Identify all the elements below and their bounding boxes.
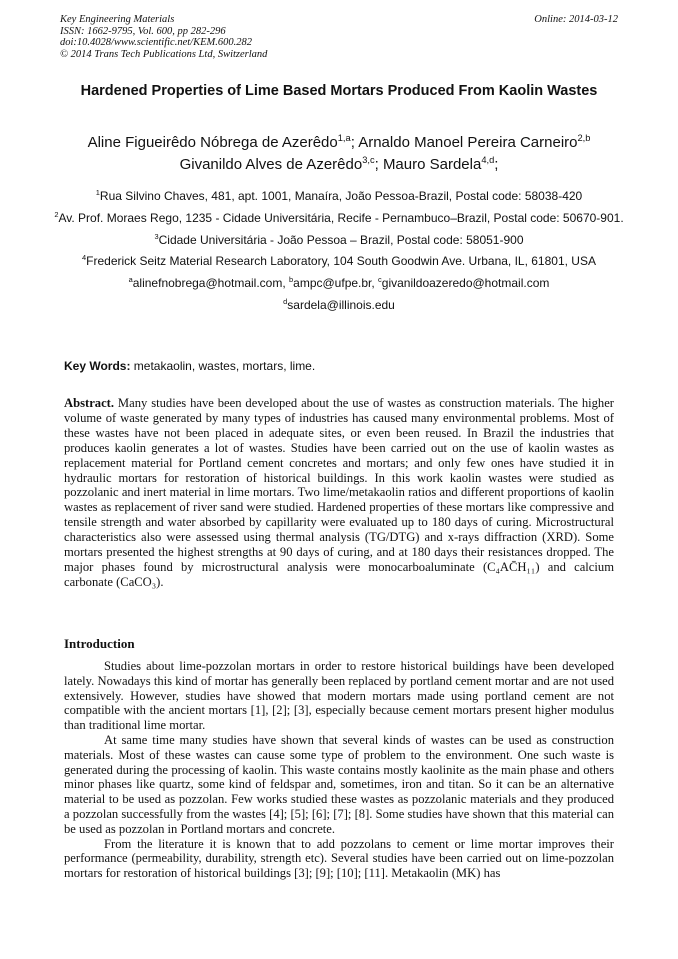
author-name: Aline Figueirêdo Nóbrega de Azerêdo	[87, 134, 338, 151]
paper-title: Hardened Properties of Lime Based Mortars Produced From Kaolin Wastes	[80, 83, 598, 99]
email-address[interactable]: alinefnobrega@hotmail.com,	[132, 276, 290, 291]
author-sup: 3,c	[362, 155, 375, 165]
email-address[interactable]: givanildoazeredo@hotmail.com	[381, 276, 550, 291]
keywords-text: metakaolin, wastes, mortars, lime.	[130, 359, 316, 373]
keywords-label: Key Words:	[64, 359, 131, 373]
author-sup: 4,d	[481, 155, 495, 165]
affiliation-sup: 2	[54, 209, 59, 219]
journal-header	[60, 14, 618, 60]
affiliation-text: Cidade Universitária - João Pessoa – Brazil, Postal code: 58051-900	[158, 232, 524, 247]
keywords	[64, 359, 614, 373]
abstract-text: Many studies have been developed about the use of wastes as construction materials. The higher volume of waste generated by many types of industries has caused many environmental problems. Most of these wastes have not been placed in adequate sites, or even been reused. In Brazil the industries that produces kaolin generates a lot of wastes. Studies have been carried out on the use of kaolin wastes as replacement material for Portland cement concretes and mortars; and only few ones have studied it in hydraulic mortars for restoration of historical buildings. In this work kaolin wastes were studied as pozzolanic and inert material in lime mortars. Two lime/metakaolin ratios and different proportions of kaolin wastes as replacement of river sand were studied. Hardened properties of these mortars like compressive and tensile strength and water absorbed by capillarity were evaluated up to 180 days of curing. Microstructural characteristics also were assessed using thermal analysis (TG/DTG) and x-rays diffraction (XRD). Some mortars presented the highest strengths at 90 days of curing, and at 180 days their resistances dropped. The major phases found by microstructural analysis were monocarboaluminate (	[64, 396, 614, 574]
author-line-1	[50, 132, 628, 154]
email-address[interactable]: sardela@illinois.edu	[287, 297, 395, 312]
paragraph: At same time many studies have shown that several kinds of wastes can be used as construction materials. Most of these wastes can cause some type of problem to the environment. One such waste is generated during the processing of kaolin. This waste contains mostly kaolinite as the main phase and others minor phases like quartz, some kind of feldspar and, sometimes, iron and titan. So it can be an alternative material to be used as pozzolan. Few works studied these wastes as pozzolanic materials and they produced a pozzolan successfully from the wastes [4]; [5]; [6]; [7]; [8]. Some studies have shown that this material can be used as pozzolan in Portland mortars and concrete.	[64, 732, 614, 836]
email-sup: b	[289, 275, 294, 285]
author-sep: ;	[350, 134, 359, 151]
journal-name: Key Engineering Materials	[60, 14, 175, 25]
abstract-text-mid: ) and calcium carbonate (	[64, 559, 614, 589]
formula-calcium-carbonate: CaCO₃	[120, 574, 157, 589]
affiliation	[50, 186, 628, 208]
email-line	[50, 273, 628, 295]
issn-line: ISSN: 1662-9795, Vol. 600, pp 282-296	[60, 25, 226, 37]
section-heading-introduction: Introduction	[64, 636, 135, 651]
affiliation-text: Rua Silvino Chaves, 481, apt. 1001, Manaíra, João Pessoa-Brazil, Postal code: 58038-420	[99, 189, 583, 203]
author-line-2	[50, 154, 628, 176]
email-address[interactable]: ampc@ufpe.br,	[293, 276, 379, 291]
author-name: Givanildo Alves de Azerêdo	[179, 156, 363, 173]
abstract-text-end: ).	[156, 574, 164, 589]
copyright-line: © 2014 Trans Tech Publications Ltd, Switzerland	[60, 48, 268, 60]
email-sup: a	[128, 275, 133, 285]
email-line	[50, 295, 628, 317]
author-name: Arnaldo Manoel Pereira Carneiro	[358, 134, 578, 151]
author-sep: ;	[374, 156, 383, 173]
affiliation-list	[50, 186, 628, 317]
affiliation	[50, 230, 628, 252]
affiliation-sup: 1	[95, 188, 100, 197]
abstract-label: Abstract.	[64, 396, 115, 410]
email-sup: d	[283, 296, 288, 306]
affiliation	[50, 208, 628, 230]
formula-monocarboaluminate: C₄AC̄H₁₁	[487, 559, 536, 574]
author-sep: ;	[494, 156, 499, 173]
affiliation-sup: 4	[82, 253, 87, 263]
affiliation-sup: 3	[154, 231, 159, 241]
email-sup: c	[378, 275, 382, 285]
affiliation	[50, 251, 628, 273]
doi-line: doi:10.4028/www.scientific.net/KEM.600.282	[60, 37, 252, 48]
author-sup: 2,b	[577, 133, 591, 143]
author-sup: 1,a	[337, 133, 351, 143]
introduction-body	[64, 659, 614, 881]
author-list	[50, 132, 628, 176]
affiliation-text: Av. Prof. Moraes Rego, 1235 - Cidade Universitária, Recife - Pernambuco–Brazil, Postal code: 50670-901.	[58, 210, 624, 225]
affiliation-text: Frederick Seitz Material Research Laboratory, 104 South Goodwin Ave. Urbana, IL, 61801, USA	[86, 254, 596, 269]
author-name: Mauro Sardela	[382, 156, 482, 173]
paragraph: Studies about lime-pozzolan mortars in order to restore historical buildings have been developed lately. Nowadays this kind of mortar has generally been replaced by portland cement mortar and are not used extensively. However, studies have showed that modern mortars made using portland cement are not compatible with the ancient mortars [1], [2]; [3], especially because cement mortars present higher modulus than traditional lime mortar.	[64, 659, 614, 733]
abstract	[64, 396, 614, 590]
online-date: Online: 2014-03-12	[534, 14, 618, 25]
paragraph: From the literature it is known that to add pozzolans to cement or lime mortar improves their performance (permeability, durability, strength etc). Several studies have been carried out on lime-pozzolan mortars for restoration of historical buildings [3]; [9]; [10]; [11]. Metakaolin (MK) has	[64, 836, 614, 881]
